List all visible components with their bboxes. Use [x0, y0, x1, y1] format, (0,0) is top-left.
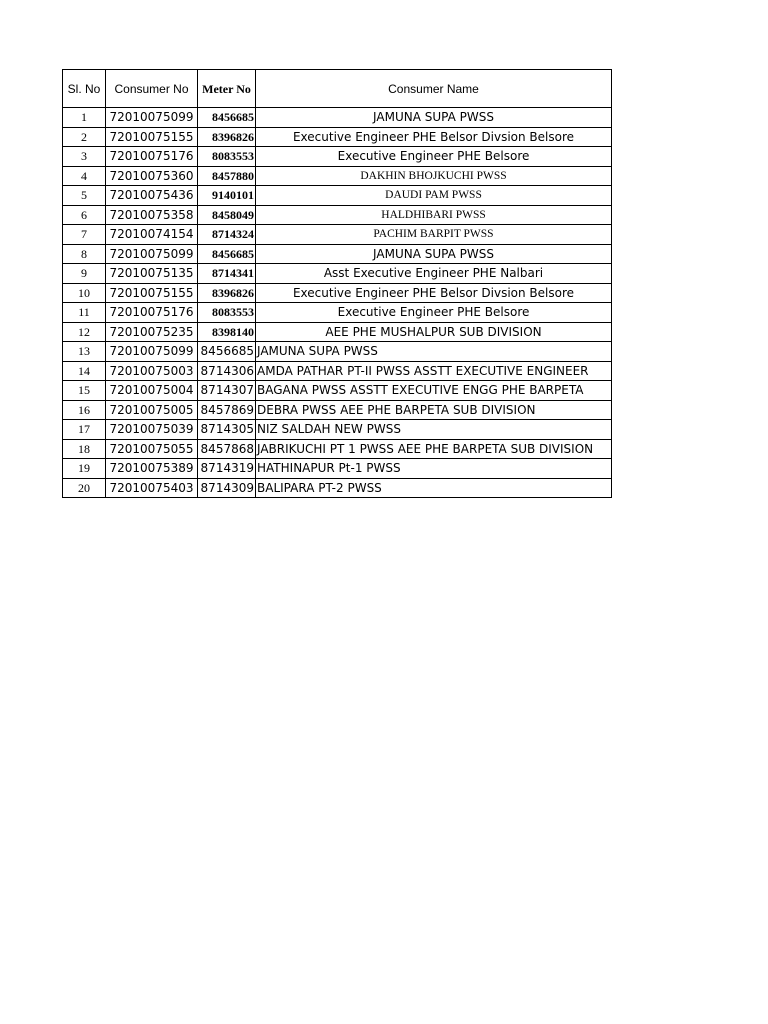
cell-consumer-no: 72010075176 — [106, 147, 198, 167]
table-row — [63, 186, 612, 206]
table-row — [63, 147, 612, 167]
table-row — [63, 342, 612, 362]
cell-meter-no: 8714319 — [198, 459, 256, 479]
table-row — [63, 381, 612, 401]
cell-consumer-name: Executive Engineer PHE Belsore — [256, 147, 612, 167]
cell-sl-no: 16 — [63, 400, 106, 420]
table-row — [63, 225, 612, 245]
cell-consumer-no: 72010075039 — [106, 420, 198, 440]
cell-consumer-no: 72010075099 — [106, 244, 198, 264]
cell-consumer-name: AEE PHE MUSHALPUR SUB DIVISION — [256, 322, 612, 342]
cell-consumer-no: 72010075389 — [106, 459, 198, 479]
cell-consumer-no: 72010075155 — [106, 283, 198, 303]
cell-consumer-name: BALIPARA PT-2 PWSS — [256, 478, 612, 498]
table-row — [63, 127, 612, 147]
cell-sl-no: 3 — [63, 147, 106, 167]
cell-consumer-no: 72010074154 — [106, 225, 198, 245]
cell-consumer-no: 72010075360 — [106, 166, 198, 186]
cell-sl-no: 6 — [63, 205, 106, 225]
cell-meter-no: 8083553 — [198, 303, 256, 323]
cell-meter-no: 8083553 — [198, 147, 256, 167]
cell-consumer-no: 72010075176 — [106, 303, 198, 323]
cell-consumer-no: 72010075135 — [106, 264, 198, 284]
table-row — [63, 108, 612, 128]
table-row — [63, 420, 612, 440]
cell-consumer-name: AMDA PATHAR PT-II PWSS ASSTT EXECUTIVE ENGINEER — [256, 361, 612, 381]
cell-sl-no: 12 — [63, 322, 106, 342]
cell-consumer-name: JAMUNA SUPA PWSS — [256, 342, 612, 362]
cell-consumer-name: PACHIM BARPIT PWSS — [256, 225, 612, 245]
cell-sl-no: 9 — [63, 264, 106, 284]
cell-consumer-name: Executive Engineer PHE Belsor Divsion Belsore — [256, 283, 612, 303]
cell-consumer-name: Asst Executive Engineer PHE Nalbari — [256, 264, 612, 284]
table-row — [63, 166, 612, 186]
cell-meter-no: 8714306 — [198, 361, 256, 381]
header-consumer-no: Consumer No — [106, 70, 198, 108]
consumer-table — [62, 69, 612, 498]
cell-sl-no: 15 — [63, 381, 106, 401]
cell-sl-no: 17 — [63, 420, 106, 440]
cell-consumer-name: JABRIKUCHI PT 1 PWSS AEE PHE BARPETA SUB DIVISION — [256, 439, 612, 459]
cell-meter-no: 8457869 — [198, 400, 256, 420]
cell-meter-no: 9140101 — [198, 186, 256, 206]
cell-consumer-name: HALDHIBARI PWSS — [256, 205, 612, 225]
cell-consumer-no: 72010075055 — [106, 439, 198, 459]
table-row — [63, 400, 612, 420]
table-row — [63, 459, 612, 479]
cell-sl-no: 19 — [63, 459, 106, 479]
cell-meter-no: 8714324 — [198, 225, 256, 245]
table-row — [63, 478, 612, 498]
cell-consumer-name: DAKHIN BHOJKUCHI PWSS — [256, 166, 612, 186]
cell-consumer-name: NIZ SALDAH NEW PWSS — [256, 420, 612, 440]
cell-sl-no: 8 — [63, 244, 106, 264]
header-consumer-name: Consumer Name — [256, 70, 612, 108]
cell-meter-no: 8456685 — [198, 244, 256, 264]
cell-meter-no: 8457868 — [198, 439, 256, 459]
cell-consumer-no: 72010075235 — [106, 322, 198, 342]
cell-meter-no: 8714305 — [198, 420, 256, 440]
cell-sl-no: 2 — [63, 127, 106, 147]
cell-meter-no: 8714309 — [198, 478, 256, 498]
cell-sl-no: 11 — [63, 303, 106, 323]
table-row — [63, 244, 612, 264]
cell-meter-no: 8458049 — [198, 205, 256, 225]
cell-meter-no: 8714307 — [198, 381, 256, 401]
cell-consumer-name: DAUDI PAM PWSS — [256, 186, 612, 206]
cell-sl-no: 10 — [63, 283, 106, 303]
table-row — [63, 205, 612, 225]
cell-sl-no: 13 — [63, 342, 106, 362]
header-meter-no: Meter No — [198, 70, 256, 108]
table-row — [63, 322, 612, 342]
cell-meter-no: 8396826 — [198, 127, 256, 147]
cell-consumer-name: BAGANA PWSS ASSTT EXECUTIVE ENGG PHE BARPETA — [256, 381, 612, 401]
cell-consumer-no: 72010075099 — [106, 108, 198, 128]
cell-consumer-no: 72010075436 — [106, 186, 198, 206]
cell-sl-no: 14 — [63, 361, 106, 381]
header-sl-no: Sl. No — [63, 70, 106, 108]
cell-consumer-no: 72010075403 — [106, 478, 198, 498]
cell-sl-no: 7 — [63, 225, 106, 245]
cell-meter-no: 8456685 — [198, 342, 256, 362]
cell-consumer-no: 72010075155 — [106, 127, 198, 147]
table-row — [63, 283, 612, 303]
cell-sl-no: 4 — [63, 166, 106, 186]
table-row — [63, 439, 612, 459]
cell-consumer-no: 72010075003 — [106, 361, 198, 381]
header-row — [63, 70, 612, 108]
cell-consumer-name: Executive Engineer PHE Belsor Divsion Belsore — [256, 127, 612, 147]
cell-consumer-name: HATHINAPUR Pt-1 PWSS — [256, 459, 612, 479]
cell-consumer-name: JAMUNA SUPA PWSS — [256, 108, 612, 128]
table-row — [63, 303, 612, 323]
cell-meter-no: 8457880 — [198, 166, 256, 186]
cell-meter-no: 8714341 — [198, 264, 256, 284]
cell-consumer-no: 72010075099 — [106, 342, 198, 362]
cell-sl-no: 20 — [63, 478, 106, 498]
cell-consumer-no: 72010075004 — [106, 381, 198, 401]
cell-consumer-name: JAMUNA SUPA PWSS — [256, 244, 612, 264]
cell-meter-no: 8456685 — [198, 108, 256, 128]
table-row — [63, 361, 612, 381]
cell-sl-no: 1 — [63, 108, 106, 128]
cell-meter-no: 8396826 — [198, 283, 256, 303]
cell-sl-no: 5 — [63, 186, 106, 206]
cell-consumer-no: 72010075358 — [106, 205, 198, 225]
cell-sl-no: 18 — [63, 439, 106, 459]
cell-consumer-name: DEBRA PWSS AEE PHE BARPETA SUB DIVISION — [256, 400, 612, 420]
table-row — [63, 264, 612, 284]
cell-meter-no: 8398140 — [198, 322, 256, 342]
cell-consumer-no: 72010075005 — [106, 400, 198, 420]
cell-consumer-name: Executive Engineer PHE Belsore — [256, 303, 612, 323]
